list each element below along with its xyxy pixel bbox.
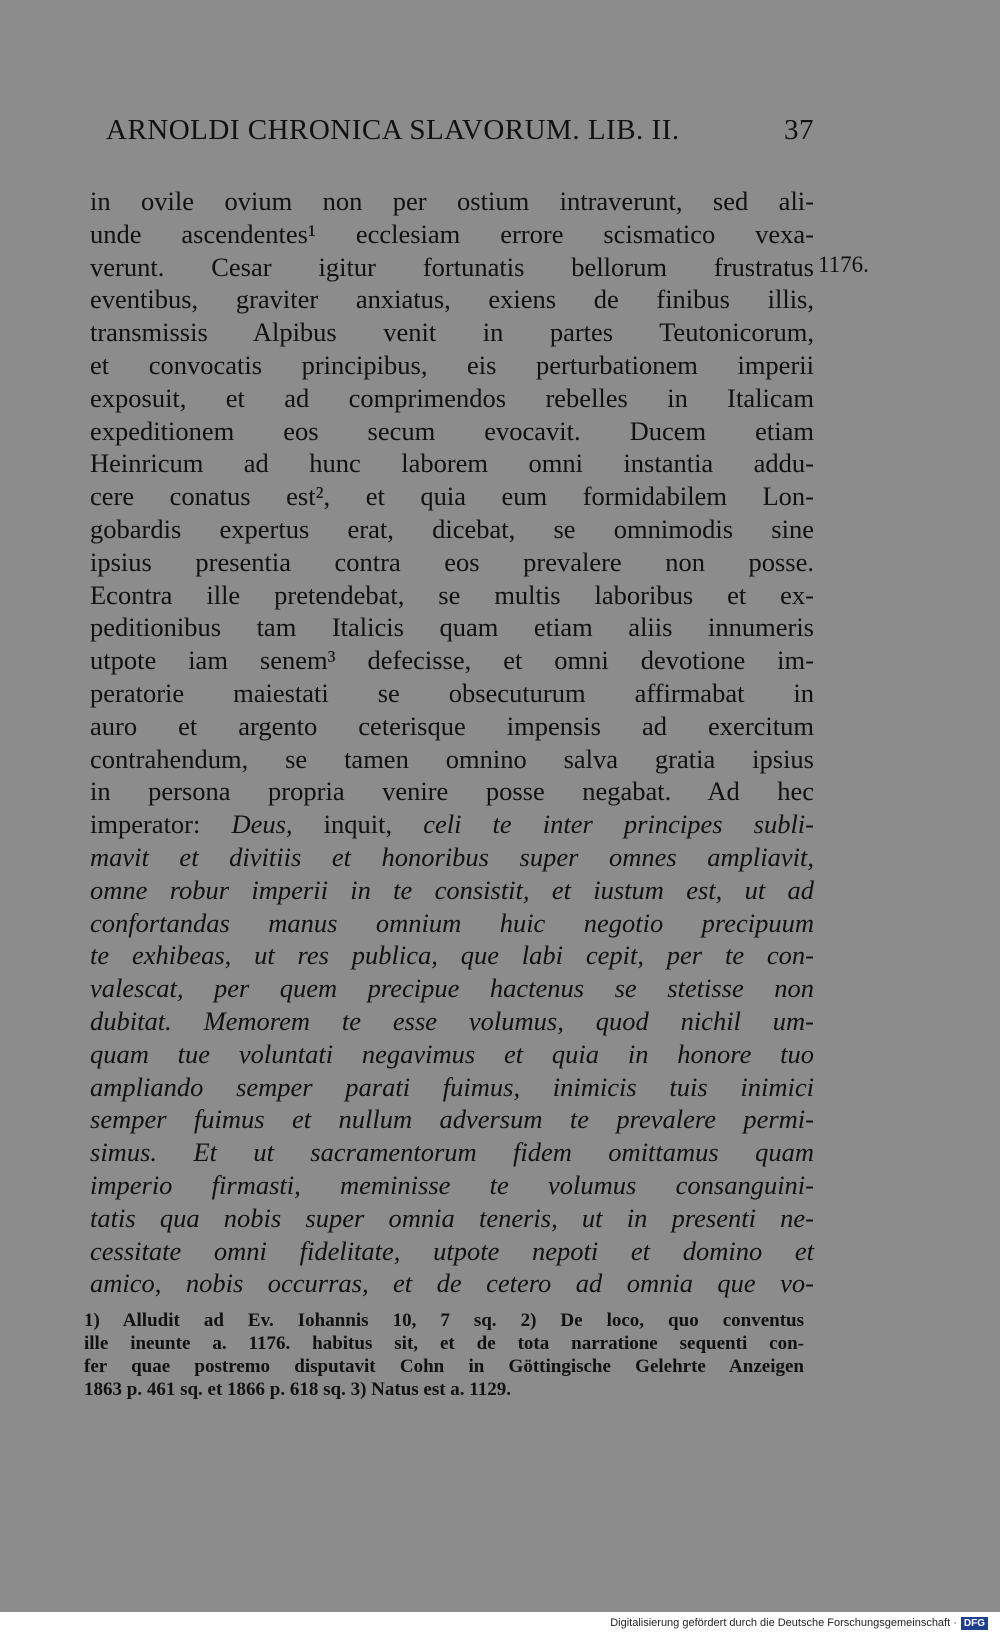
text-line-mixed xyxy=(90,808,814,841)
text-run: imperator: xyxy=(90,809,232,840)
text-line: unde ascendentes¹ ecclesiam errore scismatico vexa- xyxy=(90,218,814,249)
text-line: expeditionem eos secum evocavit. Ducem etiam xyxy=(90,415,814,446)
footnote-line: 1) Alludit ad Ev. Iohannis 10, 7 sq. 2) De loco, quo conventus xyxy=(84,1310,804,1331)
footnote-line: 1863 p. 461 sq. et 1866 p. 618 sq. 3) Natus est a. 1129. xyxy=(84,1379,512,1400)
text-run-italic: celi te inter principes subli- xyxy=(423,809,814,840)
italic-line: quam tue voluntati negavimus et quia in honore tuo xyxy=(90,1038,814,1069)
page-number: 37 xyxy=(784,114,814,146)
text-line: Econtra ille pretendebat, se multis laboribus et ex- xyxy=(90,579,814,610)
footnote-line: ille ineunte a. 1176. habitus sit, et de tota narratione sequenti con- xyxy=(84,1333,804,1354)
italic-line: semper fuimus et nullum adversum te prevalere permi- xyxy=(90,1104,814,1135)
text-line: ipsius presentia contra eos prevalere non posse. xyxy=(90,546,814,577)
text-line: in persona propria venire posse negabat. Ad hec xyxy=(90,776,814,807)
footnotes xyxy=(84,1309,804,1401)
text-line: utpote iam senem³ defecisse, et omni devotione im- xyxy=(90,645,814,676)
text-line: et convocatis principibus, eis perturbationem imperii xyxy=(90,349,814,380)
text-line: peditionibus tam Italicis quam etiam aliis innumeris xyxy=(90,612,814,643)
text-line: exposuit, et ad comprimendos rebelles in Italicam xyxy=(90,382,814,413)
running-head-title: ARNOLDI CHRONICA SLAVORUM. LIB. II. xyxy=(106,114,680,146)
text-line: Heinricum ad hunc laborem omni instantia addu- xyxy=(90,448,814,479)
italic-line: tatis qua nobis super omnia teneris, ut in presenti ne- xyxy=(90,1202,814,1233)
text-line: verunt. Cesar igitur fortunatis bellorum frustratus xyxy=(90,251,814,282)
italic-line: amico, nobis occurras, et de cetero ad omnia que vo- xyxy=(90,1268,814,1299)
italic-line: simus. Et ut sacramentorum fidem omittamus quam xyxy=(90,1137,814,1168)
running-head xyxy=(106,114,814,147)
text-line: in ovile ovium non per ostium intraverunt, sed ali- xyxy=(90,186,814,216)
italic-line: te exhibeas, ut res publica, que labi cepit, per te con- xyxy=(90,940,814,971)
digitization-footer xyxy=(0,1612,1000,1634)
text-line: gobardis expertus erat, dicebat, se omnimodis sine xyxy=(90,513,814,544)
italic-line: mavit et divitiis et honoribus super omnes ampliavit, xyxy=(90,841,814,872)
text-run-italic: Deus, xyxy=(231,809,293,840)
dfg-logo: DFG xyxy=(961,1617,988,1630)
text-line: cere conatus est², et quia eum formidabilem Lon- xyxy=(90,481,814,512)
text-run: inquit, xyxy=(292,809,424,840)
italic-line: confortandas manus omnium huic negotio precipuum xyxy=(90,907,814,938)
italic-line: valescat, per quem precipue hactenus se stetisse non xyxy=(90,973,814,1004)
text-line: contrahendum, se tamen omnino salva gratia ipsius xyxy=(90,743,814,774)
body-text xyxy=(90,185,814,1300)
italic-line: omne robur imperii in te consistit, et iustum est, ut ad xyxy=(90,874,814,905)
text-line: eventibus, graviter anxiatus, exiens de finibus illis, xyxy=(90,284,814,315)
italic-line: cessitate omni fidelitate, utpote nepoti et domino et xyxy=(90,1235,814,1266)
footer-credit-text: Digitalisierung gefördert durch die Deutsche Forschungsgemeinschaft · xyxy=(610,1617,957,1629)
italic-line: dubitat. Memorem te esse volumus, quod nichil um- xyxy=(90,1005,814,1036)
text-line: auro et argento ceterisque impensis ad exercitum xyxy=(90,710,814,741)
footnote-line: fer quae postremo disputavit Cohn in Göttingische Gelehrte Anzeigen xyxy=(84,1356,804,1377)
text-line: transmissis Alpibus venit in partes Teutonicorum, xyxy=(90,317,814,348)
text-line: peratorie maiestati se obsecuturum affirmabat in xyxy=(90,677,814,708)
italic-line: ampliando semper parati fuimus, inimicis tuis inimici xyxy=(90,1071,814,1102)
italic-line: imperio firmasti, meminisse te volumus consanguini- xyxy=(90,1169,814,1200)
margin-year-note: 1176. xyxy=(818,252,869,277)
